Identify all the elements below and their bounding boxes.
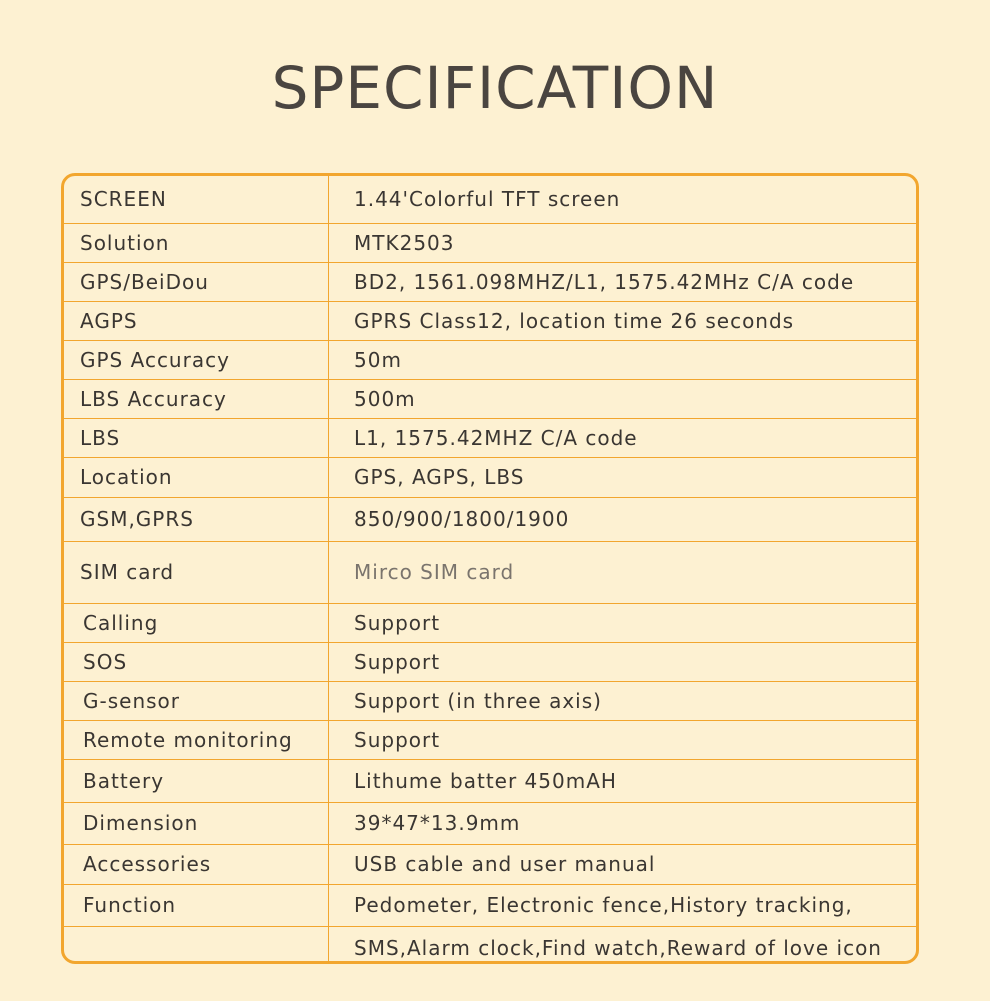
row-value: Mirco SIM card	[329, 541, 917, 603]
row-value: Support	[329, 642, 917, 681]
table-row-dimension	[64, 802, 916, 844]
table-row-screen	[64, 176, 916, 223]
table-row-gps-beidou	[64, 262, 916, 301]
table-row-lbs	[64, 418, 916, 457]
row-label: SCREEN	[64, 176, 329, 223]
row-label: G-sensor	[64, 681, 329, 720]
specification-table-frame	[61, 173, 919, 964]
specification-table	[64, 176, 916, 964]
table-row-g-sensor	[64, 681, 916, 720]
row-label: Dimension	[64, 802, 329, 844]
table-row-gsm-gprs	[64, 497, 916, 541]
row-label: Calling	[64, 603, 329, 642]
row-value: L1, 1575.42MHZ C/A code	[329, 418, 917, 457]
table-row-calling	[64, 603, 916, 642]
row-label: Function	[64, 884, 329, 926]
row-label: LBS Accuracy	[64, 379, 329, 418]
row-label: Remote monitoring	[64, 720, 329, 759]
table-row-function	[64, 884, 916, 926]
table-row-battery	[64, 759, 916, 802]
row-label: Accessories	[64, 844, 329, 884]
row-value: GPRS Class12, location time 26 seconds	[329, 301, 917, 340]
table-row-gps-accuracy	[64, 340, 916, 379]
row-value: 1.44'Colorful TFT screen	[329, 176, 917, 223]
row-value: Support	[329, 603, 917, 642]
row-value: 50m	[329, 340, 917, 379]
table-row-lbs-accuracy	[64, 379, 916, 418]
row-label: Solution	[64, 223, 329, 262]
row-value: SMS,Alarm clock,Find watch,Reward of love icon	[354, 936, 882, 961]
table-row-accessories	[64, 844, 916, 884]
row-value: Lithume batter 450mAH	[329, 759, 917, 802]
table-row-solution	[64, 223, 916, 262]
table-row-function-continued	[64, 926, 916, 964]
row-label: Location	[64, 457, 329, 497]
row-label: LBS	[64, 418, 329, 457]
row-value: USB cable and user manual	[329, 844, 917, 884]
row-label: AGPS	[64, 301, 329, 340]
row-label: GPS/BeiDou	[64, 262, 329, 301]
table-row-sos	[64, 642, 916, 681]
table-row-remote-monitoring	[64, 720, 916, 759]
table-row-location	[64, 457, 916, 497]
row-value: MTK2503	[329, 223, 917, 262]
row-label	[64, 926, 329, 964]
row-label: SIM card	[64, 541, 329, 603]
row-value: Support	[329, 720, 917, 759]
row-value: GPS, AGPS, LBS	[329, 457, 917, 497]
row-value: 850/900/1800/1900	[329, 497, 917, 541]
row-label: GSM,GPRS	[64, 497, 329, 541]
row-value: Pedometer, Electronic fence,History tracking,	[329, 884, 917, 926]
row-value: 39*47*13.9mm	[329, 802, 917, 844]
row-label: GPS Accuracy	[64, 340, 329, 379]
row-value: BD2, 1561.098MHZ/L1, 1575.42MHz C/A code	[329, 262, 917, 301]
row-value: Support (in three axis)	[329, 681, 917, 720]
page-title: SPECIFICATION	[271, 54, 719, 122]
table-row-agps	[64, 301, 916, 340]
row-label: SOS	[64, 642, 329, 681]
table-row-sim-card	[64, 541, 916, 603]
row-value: 500m	[329, 379, 917, 418]
row-label: Battery	[64, 759, 329, 802]
